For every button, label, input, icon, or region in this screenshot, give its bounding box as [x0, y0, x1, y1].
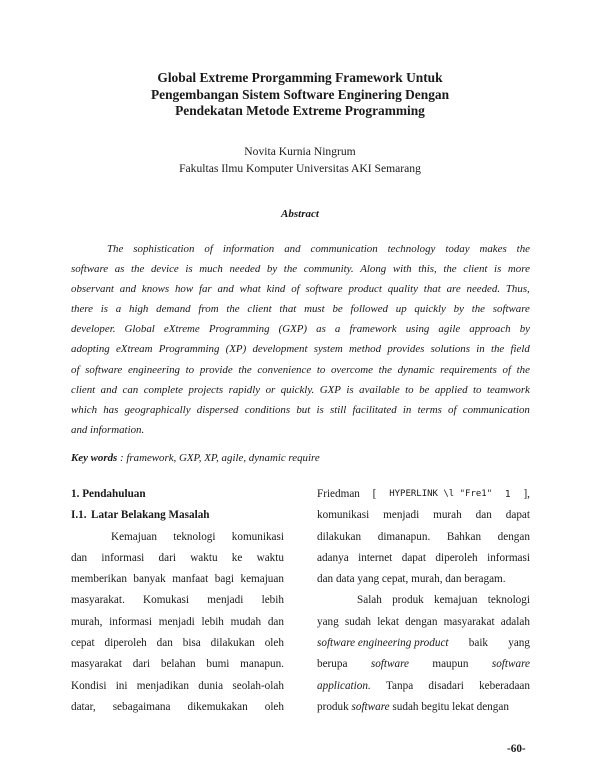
word: complete	[143, 383, 183, 396]
subsection-title: Latar Belakang Masalah	[91, 509, 210, 522]
keywords-text: : framework, GXP, XP, agile, dynamic require	[117, 452, 320, 464]
word: produk	[392, 594, 424, 607]
word: provide	[199, 363, 233, 376]
word: software	[305, 283, 343, 296]
italic-term: software engineering product	[317, 637, 449, 650]
abstract-heading: Abstract	[281, 208, 319, 220]
word: seolah-olah	[232, 679, 284, 692]
word: berupa	[317, 658, 348, 671]
word: Bahkan	[446, 530, 482, 543]
word: client	[463, 263, 488, 276]
word: knows	[141, 283, 170, 296]
hyperlink-field-code: HYPERLINK \l "Fre1"	[389, 489, 493, 499]
italic-term: software	[370, 658, 409, 671]
word: manapun.	[240, 658, 284, 671]
word: what	[239, 283, 261, 296]
word: masyarakat.	[71, 594, 125, 607]
word: quickly.	[280, 383, 315, 396]
word: and	[217, 283, 234, 296]
abstract-line	[71, 400, 530, 420]
subsection-heading	[71, 505, 284, 526]
title-line: Pengembangan Sistem Software Enginering Dengan	[150, 86, 450, 102]
word: the	[516, 363, 530, 376]
word: but	[296, 403, 311, 416]
word: dengan	[405, 615, 438, 628]
word: of	[71, 363, 80, 376]
word: datar,	[71, 700, 96, 713]
word: is	[100, 303, 109, 316]
word: waktu	[256, 551, 284, 564]
word: how	[174, 283, 194, 296]
word: dengan	[497, 530, 530, 543]
page-number: -60-	[507, 743, 526, 755]
word: to	[316, 363, 326, 376]
citation-number: 1	[504, 489, 511, 500]
word: developer.	[71, 323, 116, 336]
body-line	[71, 697, 284, 718]
word: Thus,	[505, 283, 530, 296]
word: kemajuan	[240, 573, 284, 586]
word: is	[185, 263, 193, 276]
word: lebih	[201, 615, 224, 628]
word: waktu	[190, 551, 218, 564]
word: dunia	[198, 679, 224, 692]
word: kind	[266, 283, 286, 296]
word: of	[204, 243, 213, 255]
body-line	[317, 505, 530, 526]
field-bracket-open: [	[372, 488, 377, 500]
subsection-number: I.1.	[71, 509, 87, 522]
word: informasi	[109, 615, 153, 628]
word: (XP)	[225, 343, 247, 356]
word: by	[453, 303, 464, 316]
body-line	[71, 527, 284, 548]
body-line	[317, 633, 530, 654]
title-line: Global Extreme Prorgamming Framework Untuk	[157, 70, 443, 85]
word: in	[402, 403, 412, 416]
abstract-line	[71, 279, 530, 299]
word: ini	[115, 679, 128, 692]
keywords	[71, 452, 320, 464]
field-bracket-close: ],	[523, 488, 530, 500]
word: development	[252, 343, 308, 356]
word: observant	[71, 283, 114, 296]
word: Global	[124, 323, 155, 336]
word: teknologi	[173, 530, 216, 543]
word: using	[405, 323, 430, 336]
word: belahan	[160, 658, 196, 671]
word: has	[103, 403, 119, 416]
word: oleh	[264, 700, 284, 713]
word: overcome	[330, 363, 373, 376]
word: as	[316, 323, 326, 336]
word: up	[395, 303, 407, 316]
word: and	[100, 383, 118, 396]
title-line: Pendekatan Metode Extreme Programming	[175, 103, 425, 118]
word: diperoleh	[104, 637, 147, 650]
word: geographically	[124, 403, 191, 416]
word: or	[265, 383, 276, 396]
word: menjadi	[207, 594, 244, 607]
word: this,	[418, 263, 437, 276]
word: produk	[317, 700, 349, 713]
cited-author: Friedman	[317, 488, 360, 500]
body-line	[317, 590, 530, 611]
word: adalah	[500, 615, 530, 628]
body-line	[71, 676, 284, 697]
word: internet	[358, 551, 393, 564]
word: oleh	[264, 637, 284, 650]
word: adopting	[71, 343, 110, 356]
word: approach	[469, 323, 511, 336]
word: from	[198, 303, 219, 316]
word: much	[199, 263, 223, 276]
word: a	[115, 303, 122, 316]
word: the	[378, 363, 392, 376]
word: is	[494, 263, 502, 276]
word: the	[283, 263, 298, 276]
word: far	[198, 283, 212, 296]
body-line	[71, 569, 284, 590]
word: today	[445, 243, 470, 255]
word: demand	[156, 303, 191, 316]
word: dispersed	[196, 403, 239, 416]
word: dari	[132, 658, 151, 671]
word: disadari	[428, 679, 464, 692]
body-line	[317, 676, 530, 697]
section-heading: 1. Pendahuluan	[71, 488, 146, 500]
word: needed	[229, 263, 261, 276]
word: client	[71, 383, 96, 396]
abstract-line	[71, 380, 530, 400]
word: menjadi	[158, 615, 195, 628]
body-line: dan data yang cepat, murah, dan beragam.	[317, 573, 506, 586]
word: the	[443, 263, 457, 276]
abstract-line	[71, 360, 530, 380]
word: product	[348, 283, 382, 296]
word: yang	[508, 637, 530, 650]
word: lekat	[377, 615, 399, 628]
word: dan	[156, 637, 173, 650]
word: memberikan	[71, 573, 127, 586]
word: communication	[462, 403, 530, 416]
word: lebih	[261, 594, 284, 607]
word: are	[446, 283, 461, 296]
word: facilitated	[352, 403, 397, 416]
abstract-line	[71, 339, 530, 359]
word: dari	[158, 551, 176, 564]
word: bumi	[206, 658, 230, 671]
word: must	[304, 303, 325, 316]
word: to	[472, 383, 482, 396]
word: Programming	[158, 343, 220, 356]
keywords-label: Key words	[71, 452, 118, 464]
word: quickly	[414, 303, 446, 316]
word: dan	[475, 509, 492, 522]
word: bagi	[214, 573, 234, 586]
word: sophistication	[133, 243, 195, 255]
word: dikemukakan	[187, 700, 248, 713]
word: more	[507, 263, 530, 276]
word: Tanpa	[386, 679, 414, 692]
right-column	[317, 484, 530, 718]
word: can	[122, 383, 139, 396]
author-block	[0, 143, 600, 177]
body-line	[317, 548, 530, 569]
word: available	[359, 383, 400, 396]
word: dan	[267, 615, 284, 628]
word: that	[423, 283, 441, 296]
word: the	[490, 343, 505, 356]
word: manfaat	[172, 573, 209, 586]
word: and	[119, 283, 137, 296]
word: followed	[350, 303, 388, 316]
word: komunikasi	[231, 530, 284, 543]
body-line	[317, 527, 530, 548]
word: rapidly	[228, 383, 261, 396]
word: of	[291, 283, 300, 296]
word: informasi	[101, 551, 145, 564]
word: that	[279, 303, 297, 316]
word: GXP	[319, 383, 341, 396]
word: which	[71, 403, 98, 416]
word: Kemajuan	[111, 530, 157, 543]
word: agile	[438, 323, 461, 336]
word: field	[510, 343, 530, 356]
word: is	[316, 403, 324, 416]
word: adanya	[317, 551, 349, 564]
word: framework	[349, 323, 397, 336]
word: method	[349, 343, 382, 356]
word: sebagaimana	[112, 700, 171, 713]
word: there	[71, 303, 93, 316]
word: terms	[417, 403, 442, 416]
word: sudah	[344, 615, 372, 628]
word: dynamic	[397, 363, 435, 376]
word: as	[114, 263, 125, 276]
word: by	[266, 263, 278, 276]
word: a	[334, 323, 341, 336]
word: masyarakat	[443, 615, 495, 628]
word: keberadaan	[479, 679, 530, 692]
word: the	[471, 303, 485, 316]
left-column	[71, 484, 284, 718]
word: Salah	[357, 594, 382, 607]
word: be	[332, 303, 343, 316]
word: the	[516, 243, 530, 255]
word: Komukasi	[143, 594, 190, 607]
body-line	[317, 612, 530, 633]
word: masyarakat	[71, 658, 122, 671]
word: komunikasi	[317, 509, 370, 522]
word: the	[226, 303, 240, 316]
word: dapat	[505, 509, 530, 522]
word: software	[71, 263, 109, 276]
word: of	[502, 363, 511, 376]
word: teknologi	[487, 594, 530, 607]
word: teamwork	[486, 383, 530, 396]
word: eXtream	[115, 343, 153, 356]
word: menjadikan	[136, 679, 189, 692]
word: conditions	[244, 403, 291, 416]
word: dan	[71, 551, 88, 564]
word: makes	[479, 243, 507, 255]
word: the	[238, 363, 252, 376]
word: communication	[310, 243, 378, 255]
word: information	[222, 243, 275, 255]
word: requirements	[440, 363, 497, 376]
word: dapat	[401, 551, 426, 564]
abstract-line	[71, 259, 530, 279]
word: client	[247, 303, 272, 316]
word: (GXP)	[278, 323, 308, 336]
word: applied	[434, 383, 468, 396]
word: in	[476, 343, 485, 356]
word: software	[85, 363, 123, 376]
body-line	[71, 654, 284, 675]
word: sudah begitu lekat dengan	[392, 700, 509, 713]
word: dimanapun.	[377, 530, 431, 543]
abstract-line: and information.	[71, 423, 145, 436]
word: cepat	[71, 637, 95, 650]
word: to	[185, 363, 195, 376]
word: murah,	[71, 615, 103, 628]
word: eXtreme	[163, 323, 200, 336]
italic-term: software	[351, 700, 390, 713]
word: mudah	[230, 615, 262, 628]
word: device	[150, 263, 179, 276]
word: The	[107, 243, 124, 255]
word: baik	[468, 637, 489, 650]
word: maupun	[432, 658, 469, 671]
word: ke	[231, 551, 243, 564]
abstract-line	[71, 239, 530, 259]
word: the	[131, 263, 145, 276]
author-name: Novita Kurnia Ningrum	[244, 145, 356, 158]
abstract-line	[71, 299, 530, 319]
word: system	[313, 343, 343, 356]
word: technology	[387, 243, 436, 255]
paper-title	[0, 70, 600, 120]
body-line	[317, 654, 530, 675]
word: Programming	[208, 323, 270, 336]
word: convenience	[257, 363, 312, 376]
word: yang	[317, 615, 339, 628]
word: software	[492, 303, 530, 316]
word: needed.	[466, 283, 501, 296]
word: bisa	[182, 637, 201, 650]
word: and	[284, 243, 301, 255]
body-line	[71, 590, 284, 611]
italic-term: software	[491, 658, 530, 671]
word: banyak	[133, 573, 166, 586]
word: to	[405, 383, 414, 396]
word: projects	[188, 383, 224, 396]
word: by	[519, 323, 530, 336]
abstract-body	[71, 239, 530, 440]
word: provides	[387, 343, 425, 356]
word: quality	[387, 283, 418, 296]
word: of	[448, 403, 457, 416]
word: murah	[433, 509, 462, 522]
word: with	[392, 263, 412, 276]
word: dilakukan	[317, 530, 362, 543]
word: still	[329, 403, 347, 416]
body-line	[71, 633, 284, 654]
word: kemajuan	[434, 594, 478, 607]
word: engineering	[127, 363, 180, 376]
author-affiliation: Fakultas Ilmu Komputer Universitas AKI Semarang	[179, 162, 421, 175]
word: dilakukan	[210, 637, 255, 650]
word: is	[346, 383, 354, 396]
body-line	[317, 697, 530, 718]
word: community.	[303, 263, 354, 276]
italic-term: application.	[317, 679, 371, 692]
word: solutions	[430, 343, 470, 356]
word: high	[129, 303, 149, 316]
abstract-line	[71, 319, 530, 339]
word: Kondisi	[71, 679, 107, 692]
word: informasi	[487, 551, 530, 564]
body-line	[71, 548, 284, 569]
citation-field-line	[317, 484, 530, 505]
word: diperoleh	[435, 551, 478, 564]
word: be	[419, 383, 430, 396]
word: menjadi	[383, 509, 420, 522]
word: Along	[360, 263, 387, 276]
body-line	[71, 612, 284, 633]
